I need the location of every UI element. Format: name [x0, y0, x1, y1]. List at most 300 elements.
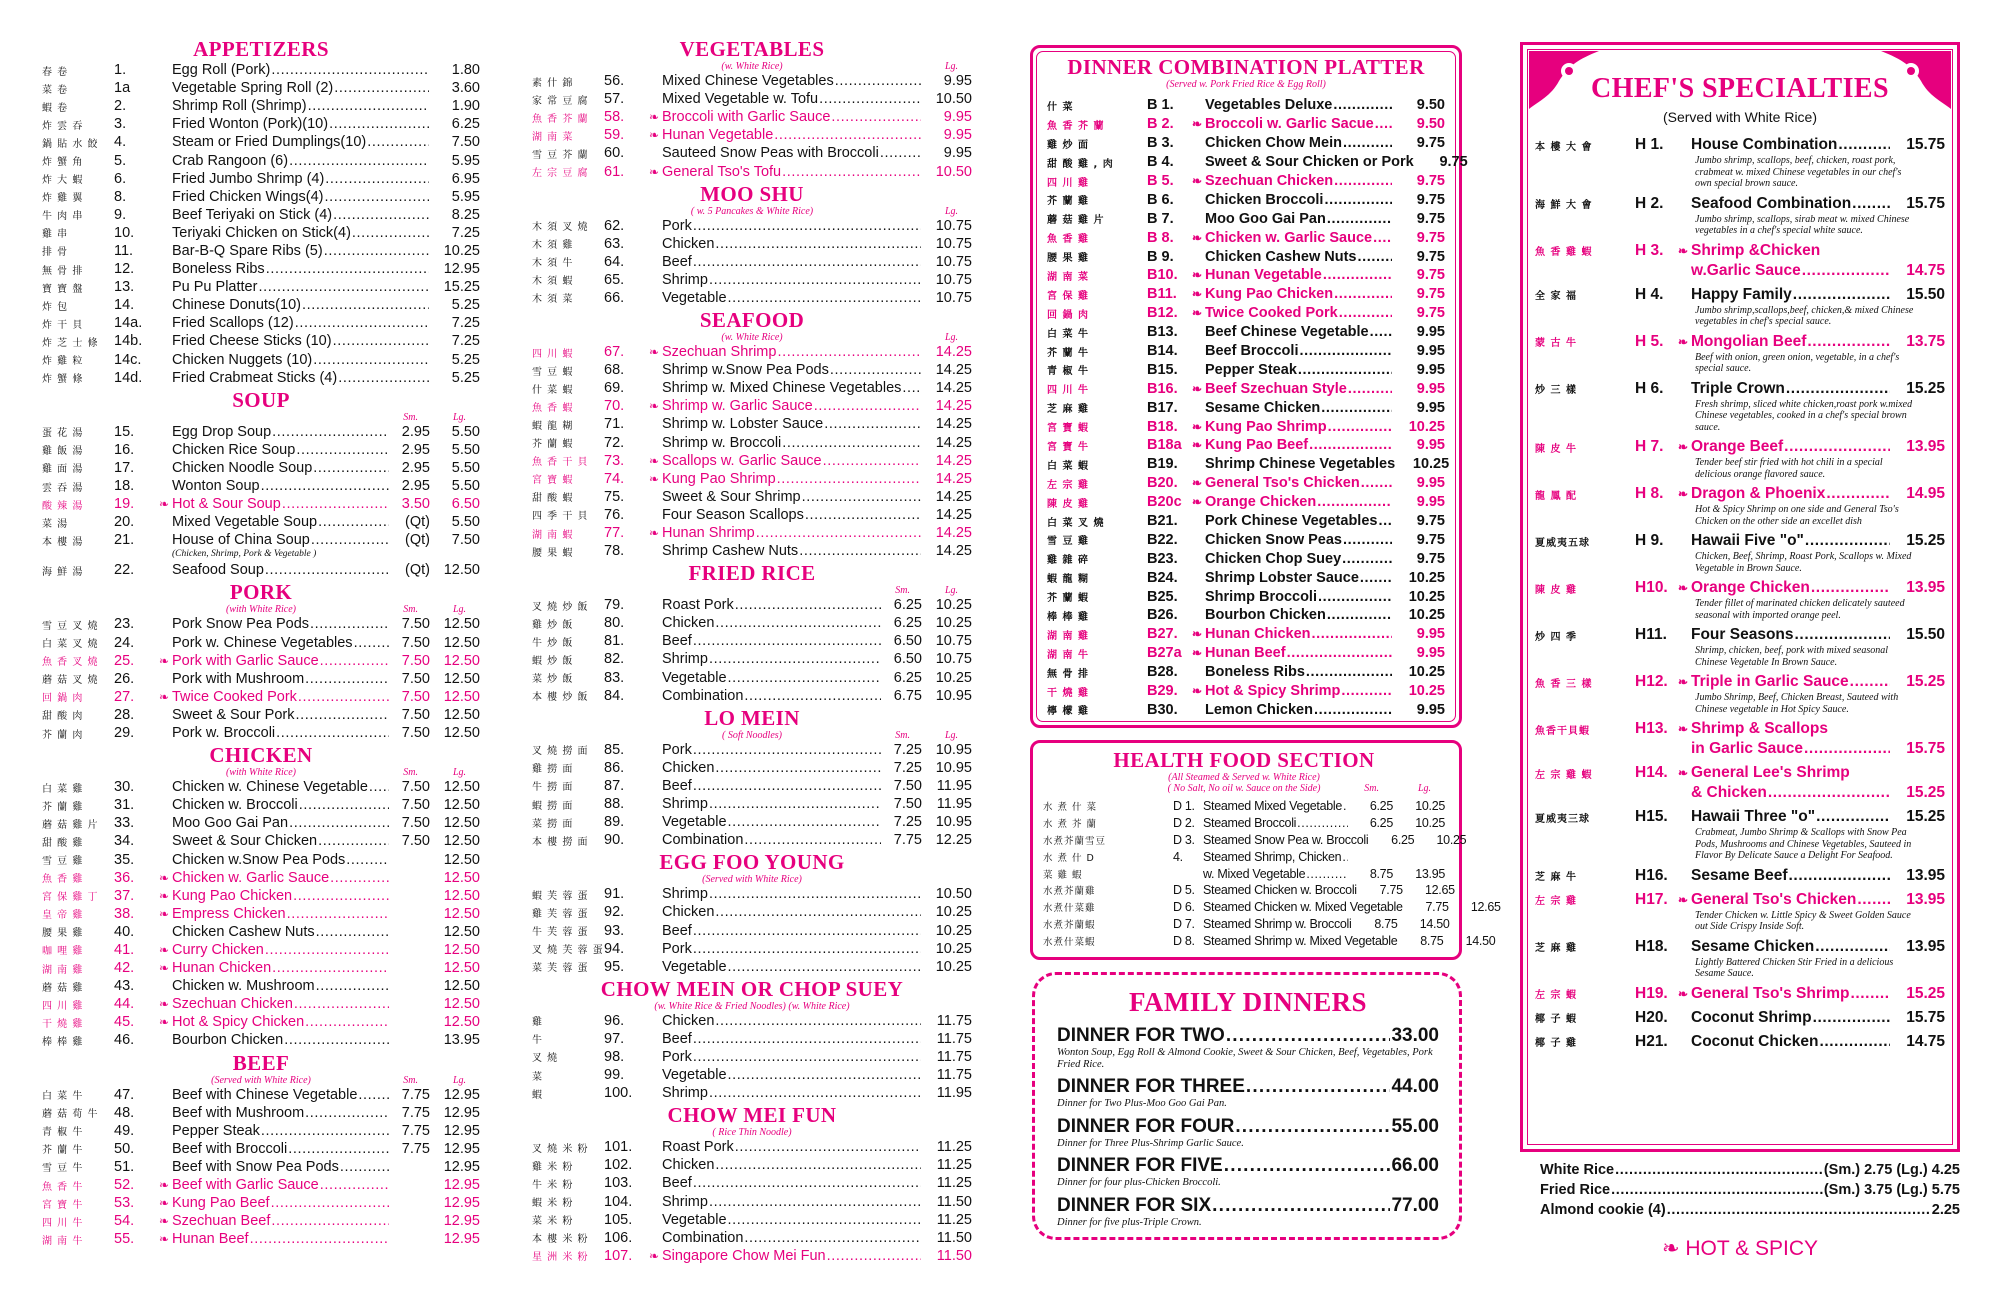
item-number: B 4.: [1147, 154, 1174, 171]
menu-item: [532, 144, 972, 162]
pepper-icon: ❧: [1191, 117, 1203, 132]
price-large: 10.95: [935, 687, 972, 704]
menu-section: [532, 309, 972, 560]
price-small: 7.50: [401, 688, 430, 705]
item-name: Chicken: [662, 235, 715, 252]
chinese-name: 本 樓 撈 面: [532, 836, 589, 848]
menu-item: [42, 1086, 480, 1104]
leader-dots: [305, 1014, 389, 1030]
item-number: 13.: [114, 279, 135, 296]
item-number: 51.: [114, 1158, 135, 1175]
price: 10.25: [1408, 588, 1445, 605]
item-description: Jumbo Shrimp, Beef, Chicken Breast, Sauteed with Chinese vegetable in Hot Spicy Sauce.: [1695, 692, 1899, 715]
price-small: (Qt): [405, 514, 430, 531]
item-name: Chicken: [662, 1157, 715, 1174]
chef-special-line: [1535, 866, 1945, 886]
family-dinner-item: [1057, 1025, 1439, 1070]
price-large: 5.25: [451, 297, 480, 314]
price-small: 7.50: [893, 777, 922, 794]
item-name: Steamed Mixed Vegetable: [1203, 799, 1343, 814]
price-large: 12.50: [443, 941, 480, 958]
leader-dots: [709, 796, 881, 812]
item-description: Jumbo shrimp,scallops,beef, chicken,& mixed Chinese vegetables in chef's special sauce.: [1695, 304, 1914, 327]
combo-item: [1047, 417, 1445, 436]
leader-dots: [715, 904, 921, 920]
section-subtitle: [532, 874, 972, 885]
leader-dots: [1804, 740, 1890, 758]
pepper-icon: ❧: [1677, 243, 1689, 258]
pepper-icon: ❧: [648, 164, 660, 179]
chef-special-item: [1535, 807, 1945, 862]
chinese-name: 宮 寶 蝦: [532, 475, 574, 487]
chinese-name: 魚香干貝蝦: [1535, 725, 1590, 737]
menu-item: [42, 97, 480, 115]
item-number: 2.: [114, 98, 127, 115]
pepper-icon: ❧: [158, 1196, 170, 1211]
chinese-name: 水 煮 芥 蘭: [1043, 819, 1098, 831]
chef-special-line: [1535, 984, 1945, 1004]
item-name-cont: w.Garlic Sauce: [1691, 261, 1801, 279]
leader-dots: [318, 514, 389, 530]
chinese-name: 雞 米 粉: [532, 1161, 574, 1173]
item-name: Vegetable Spring Roll (2): [172, 80, 334, 97]
chinese-name: 春 卷: [42, 66, 69, 78]
price-large: 10.75: [935, 253, 972, 270]
combo-item: [1047, 644, 1445, 663]
family-dinner-item: [1057, 1076, 1439, 1110]
family-dinner-line: [1057, 1076, 1439, 1098]
leader-dots: [313, 352, 429, 368]
section-subtitle-text: (w. White Rice): [721, 332, 783, 344]
item-number: B24.: [1147, 569, 1178, 586]
item-number: B27.: [1147, 626, 1178, 643]
chinese-name: 芥 蘭 牛: [1047, 347, 1089, 359]
leader-dots: [1327, 211, 1392, 227]
item-name: Chicken w. Chinese Vegetable: [172, 779, 368, 796]
item-number: 14b.: [114, 333, 143, 350]
price-large: 12.50: [443, 797, 480, 814]
leader-dots: [1850, 985, 1890, 1003]
price-large: 10.95: [935, 741, 972, 758]
item-name: Broccoli w. Garlic Sacue: [1205, 116, 1374, 133]
menu-item: [42, 188, 480, 206]
section-subtitle: [42, 604, 480, 615]
combo-item: [1047, 304, 1445, 323]
item-number: D 6.: [1173, 900, 1195, 915]
section-title: CHICKEN: [209, 743, 313, 768]
combo-subtitle: (Served w. Pork Fried Rice & Egg Roll): [1166, 79, 1326, 90]
chinese-name: 蝦 撈 面: [532, 800, 574, 812]
chinese-name: 回 鍋 肉: [42, 693, 84, 705]
item-description: Tender beef stir fried with hot chili in a special delicious orange flavored sauce.: [1695, 457, 1883, 480]
header-lg: Lg.: [452, 1074, 466, 1086]
price-large: 12.95: [443, 1140, 480, 1157]
chinese-name: 湖 南 菜: [1047, 271, 1089, 283]
item-name: Pork: [662, 1048, 692, 1065]
menu-item: [532, 434, 972, 452]
chinese-name: 四 川 牛: [42, 1217, 84, 1229]
item-number: 58.: [604, 109, 625, 126]
item-name: Chicken Noodle Soup: [172, 459, 313, 476]
item-name: Shrimp Lobster Sauce: [1205, 569, 1359, 586]
price-large: 5.50: [451, 459, 480, 476]
leader-dots: [1212, 1195, 1390, 1217]
item-name: Chicken: [662, 615, 715, 632]
leader-dots: [693, 1049, 921, 1065]
pepper-icon: ❧: [1191, 476, 1203, 491]
menu-item: [42, 531, 480, 549]
menu-item: [532, 108, 972, 126]
combo-item: [1047, 360, 1445, 379]
price-large: 10.50: [935, 91, 972, 108]
menu-item: [42, 995, 480, 1013]
chinese-name: 青 椒 牛: [42, 1127, 84, 1139]
leader-dots: [1318, 589, 1392, 605]
price-small: 7.75: [401, 1086, 430, 1103]
price: 9.75: [1416, 191, 1445, 208]
chef-special-line: [1535, 135, 1945, 155]
item-name: Chicken Nuggets (10): [172, 351, 313, 368]
item-description: Chicken, Beef, Shrimp, Roast Pork, Scallops w. Mixed Vegetable in Brown Sauce.: [1695, 551, 1912, 574]
leader-dots: [271, 62, 429, 78]
chinese-name: 甜 酸 蝦: [532, 493, 574, 505]
price-large: 12.50: [443, 978, 480, 995]
item-name: Seafood Soup: [172, 562, 264, 579]
leader-dots: [1309, 437, 1392, 453]
item-number: H17.: [1635, 890, 1668, 908]
price-large: 12.50: [443, 996, 480, 1013]
item-name: Beef with Garlic Sauce: [172, 1177, 319, 1194]
item-number: 27.: [114, 688, 135, 705]
chef-special-item: [1535, 285, 1945, 328]
combo-item: [1047, 530, 1445, 549]
item-number: D 3.: [1173, 832, 1195, 847]
price-large: 10.25: [935, 615, 972, 632]
chinese-name: 魚 香 牛: [42, 1181, 84, 1193]
item-number: 14c.: [114, 351, 142, 368]
item-number: 83.: [604, 669, 625, 686]
item-name: Shrimp Broccoli: [1205, 588, 1317, 605]
leader-dots: [1815, 938, 1890, 956]
price: 9.95: [1416, 701, 1445, 718]
price-large: 12.25: [935, 832, 972, 849]
section-subtitle: [532, 61, 972, 72]
chef-special-item: [1535, 332, 1945, 375]
leader-dots: [329, 116, 429, 132]
price-small: 6.25: [893, 615, 922, 632]
price: 13.75: [1906, 332, 1945, 350]
chinese-name: 雞 串: [42, 229, 69, 241]
price-large: 10.25: [935, 904, 972, 921]
item-number: B14.: [1147, 343, 1178, 360]
leader-dots: [330, 870, 389, 886]
price: 9.75: [1416, 267, 1445, 284]
item-name: Curry Chicken: [172, 941, 264, 958]
pepper-icon: ❧: [1677, 581, 1689, 595]
chinese-name: 蝦 米 粉: [532, 1198, 574, 1210]
leader-dots: [352, 225, 429, 241]
item-description: Dinner for five plus-Triple Crown.: [1057, 1216, 1202, 1228]
chinese-name: 左 宗 雞: [1047, 479, 1089, 491]
price-large: 12.65: [1470, 900, 1501, 915]
price-large: 14.25: [935, 434, 972, 451]
item-name: Shrimp: [662, 1193, 708, 1210]
leader-dots: [715, 615, 881, 631]
leader-dots: [1811, 579, 1890, 597]
leader-dots: [340, 1159, 389, 1175]
item-number: B 3.: [1147, 135, 1174, 152]
item-number: 107.: [604, 1247, 633, 1264]
item-number: 14d.: [114, 369, 143, 386]
item-name: Bourbon Chicken: [1205, 607, 1326, 624]
leader-dots: [1323, 267, 1392, 283]
price-large: 11.50: [936, 1247, 972, 1264]
item-number: H19.: [1635, 984, 1668, 1002]
section-subtitle-text: (with White Rice): [226, 604, 296, 616]
chinese-name: 蛋 花 湯: [42, 428, 84, 440]
item-name: Combination: [662, 832, 744, 849]
menu-item: [532, 1193, 972, 1211]
menu-item: [532, 632, 972, 650]
item-name: Orange Chicken: [1691, 579, 1810, 596]
item-name: Crab Rangoon (6): [172, 152, 289, 169]
item-name: Vegetable: [662, 289, 727, 306]
price-large: 7.50: [451, 532, 480, 549]
item-name: Chicken w. Mushroom: [172, 978, 315, 995]
item-name: Scallops w. Garlic Sauce: [662, 452, 822, 469]
leader-dots: [1327, 607, 1392, 623]
price-large: 12.95: [443, 1158, 480, 1175]
pepper-icon: ❧: [158, 997, 170, 1012]
item-number: 29.: [114, 725, 135, 742]
price: 15.75: [1906, 194, 1945, 212]
menu-item: [532, 271, 972, 289]
price-large: 5.25: [451, 369, 480, 386]
leader-dots: [346, 852, 389, 868]
leader-dots: [1299, 343, 1392, 359]
leader-dots: [288, 1141, 389, 1157]
item-name: Pork: [662, 741, 692, 758]
price-large: 15.25: [443, 279, 480, 296]
leader-dots: [782, 164, 921, 180]
item-number: 91.: [604, 886, 625, 903]
chinese-name: 木 須 菜: [532, 294, 574, 306]
menu-section: [532, 1104, 972, 1265]
item-number: B 6.: [1147, 191, 1174, 208]
price: 9.95: [1416, 343, 1445, 360]
item-number: H10.: [1635, 579, 1668, 596]
leader-dots: [693, 633, 881, 649]
price: 9.75: [1416, 173, 1445, 189]
item-name: Mixed Vegetable Soup: [172, 514, 318, 531]
header-lg: Lg.: [944, 332, 958, 344]
leader-dots: [1334, 173, 1392, 189]
item-name: Orange Beef: [1691, 438, 1784, 455]
chinese-name: 雲 吞 湯: [42, 482, 84, 494]
item-name: Chicken w. Garlic Sauce: [1205, 229, 1373, 246]
price-small: 7.50: [401, 833, 430, 850]
chinese-name: 雪 豆 雞: [1047, 536, 1089, 548]
item-number: 14.: [114, 297, 135, 314]
item-name: Fried Scallops (12): [172, 315, 294, 332]
hot-spicy-legend: [1520, 1236, 1960, 1261]
menu-item: [42, 441, 480, 459]
menu-item: [42, 959, 480, 977]
chinese-name: 魚 香 雞 蝦: [1535, 247, 1593, 258]
item-number: D 1.: [1173, 799, 1195, 814]
item-name: Steamed Broccoli: [1203, 816, 1297, 831]
leader-dots: [316, 924, 389, 940]
leader-dots: [265, 942, 389, 958]
item-number: 30.: [114, 779, 135, 796]
item-number: B28.: [1147, 664, 1178, 681]
item-number: 79.: [604, 597, 625, 614]
pepper-icon: ❧: [1677, 487, 1689, 501]
leader-dots: [880, 145, 921, 161]
leader-dots: [1306, 867, 1348, 881]
menu-item: [532, 1211, 972, 1229]
chinese-name: 雪 豆 牛: [42, 1163, 84, 1175]
pepper-icon: ❧: [1191, 306, 1203, 321]
item-number: H14.: [1635, 764, 1668, 781]
leader-dots: [354, 635, 389, 651]
health-item: [1043, 832, 1467, 849]
item-name: Dragon & Phoenix: [1691, 485, 1826, 502]
price-large: 5.50: [451, 478, 480, 495]
chinese-name: 寶 寶 盤: [42, 283, 84, 295]
extras-list: [1540, 1160, 1960, 1220]
item-number: 68.: [604, 362, 625, 379]
price-large: 10.25: [1415, 799, 1445, 814]
item-name: General Lee's Shrimp: [1691, 764, 1850, 781]
menu-item: [532, 741, 972, 759]
chinese-name: 木 須 雞: [532, 240, 574, 252]
item-number: H11.: [1635, 626, 1667, 643]
chinese-name: 甜 酸 雞: [42, 837, 84, 849]
item-description: Hot & Spicy Shrimp on one side and General Tso's Chicken on the other side an excellet dish: [1695, 504, 1899, 527]
section-title: SEAFOOD: [699, 308, 805, 333]
item-number: B13.: [1147, 324, 1178, 341]
chinese-name: 水煮什菜蝦: [1043, 936, 1096, 948]
price: 2.25: [1931, 1202, 1960, 1218]
price-small: 7.75: [401, 1140, 430, 1157]
price-large: 14.25: [935, 452, 972, 469]
price-large: 10.50: [935, 886, 972, 903]
item-name: Steamed Shrimp, Chicken: [1203, 849, 1342, 864]
item-name: Chicken: [662, 1012, 715, 1029]
item-name: Pork w. Broccoli: [172, 725, 276, 742]
item-description: Wonton Soup, Egg Roll & Almond Cookie, Sweet & Sour Chicken, Beef, Vegetables, Pork Fried Rice.: [1057, 1047, 1433, 1070]
price-small: 7.50: [401, 652, 430, 669]
price-small: 6.50: [893, 651, 922, 668]
leader-dots: [1246, 1076, 1391, 1098]
leader-dots: [367, 134, 429, 150]
item-number: 14a.: [114, 315, 143, 332]
chef-special-line: [1535, 1008, 1945, 1028]
price: 15.25: [1906, 984, 1945, 1002]
price: 14.95: [1906, 485, 1945, 502]
item-name: Shrimp w. Broccoli: [662, 434, 782, 451]
combo-item: [1047, 228, 1445, 247]
item-description: Tender Chicken w. Little Spicy & Sweet Golden Sauce out Side Crispy Inside Soft.: [1695, 909, 1911, 932]
price-large: 11.75: [936, 1067, 972, 1084]
health-item: [1043, 882, 1455, 899]
leader-dots: [728, 1067, 921, 1083]
item-name: Combination: [662, 1229, 744, 1246]
menu-item: [42, 869, 480, 887]
item-name: Kung Pao Beef: [172, 1195, 270, 1212]
item-number: 15.: [114, 423, 135, 440]
menu-item: [532, 958, 972, 976]
chinese-name: 蘑 菇 叉 燒: [42, 675, 99, 687]
leader-dots: [777, 471, 921, 487]
chef-special-item: [1535, 763, 1945, 803]
price-small: 2.95: [401, 459, 430, 476]
menu-item: [42, 905, 480, 923]
leader-dots: [1852, 195, 1890, 213]
menu-item: [42, 314, 480, 332]
item-name: Beef: [662, 922, 692, 939]
item-name: Chicken w.Snow Pea Pods: [172, 851, 346, 868]
item-number: 46.: [114, 1032, 135, 1049]
item-number: 59.: [604, 127, 625, 144]
leader-dots: [1226, 1025, 1391, 1047]
item-name: Mongolian Beef: [1691, 332, 1807, 350]
leader-dots: [1813, 1009, 1890, 1027]
menu-item: [42, 242, 480, 260]
price-small: 3.50: [401, 496, 430, 513]
item-name: Chinese Donuts(10): [172, 297, 301, 314]
item-number: 48.: [114, 1104, 135, 1121]
menu-item: [532, 885, 972, 903]
chinese-name: 宮 保 雞: [1047, 290, 1089, 302]
menu-item: [532, 1229, 972, 1247]
chinese-name: 芝 麻 雞: [1047, 404, 1089, 416]
item-name: Beef Teriyaki on Stick (4): [172, 206, 333, 223]
chinese-name: 叉 燒 米 粉: [532, 1143, 589, 1155]
menu-item: [42, 332, 480, 350]
item-name: Moo Goo Gai Pan: [1205, 210, 1326, 227]
menu-item: [532, 470, 972, 488]
menu-item: [532, 1084, 972, 1102]
item-number: 5.: [114, 152, 127, 169]
chinese-name: 干 燒 雞: [1047, 687, 1089, 699]
leader-dots: [318, 833, 389, 849]
price-large: 12.50: [443, 1014, 480, 1031]
chef-special-item: [1535, 578, 1945, 621]
chinese-name: 干 燒 雞: [42, 1018, 84, 1030]
price-small: 7.75: [1379, 883, 1403, 898]
health-subtitle-1: (All Steamed & Served w. White Rice): [1168, 772, 1320, 783]
item-name: Vegetables Deluxe: [1205, 97, 1333, 114]
leader-dots: [1807, 333, 1890, 351]
leader-dots: [276, 725, 389, 741]
item-number: 84.: [604, 687, 625, 704]
leader-dots: [296, 442, 389, 458]
pepper-icon: ❧: [648, 345, 660, 360]
pepper-icon: ❧: [158, 942, 170, 957]
item-number: 1a: [114, 80, 131, 97]
leader-dots: [284, 1032, 389, 1048]
leader-dots: [1333, 97, 1392, 113]
item-name: Steamed Chicken w. Broccoli: [1203, 883, 1357, 898]
chinese-name: 湖 南 雞: [42, 964, 84, 976]
chef-special-item: [1535, 937, 1945, 980]
chef-special-line: [1535, 241, 1945, 261]
leader-dots: [693, 218, 921, 234]
health-subtitle-2-text: ( No Salt, No oil w. Sauce on the Side): [1167, 783, 1321, 794]
leader-dots: [320, 1177, 389, 1193]
